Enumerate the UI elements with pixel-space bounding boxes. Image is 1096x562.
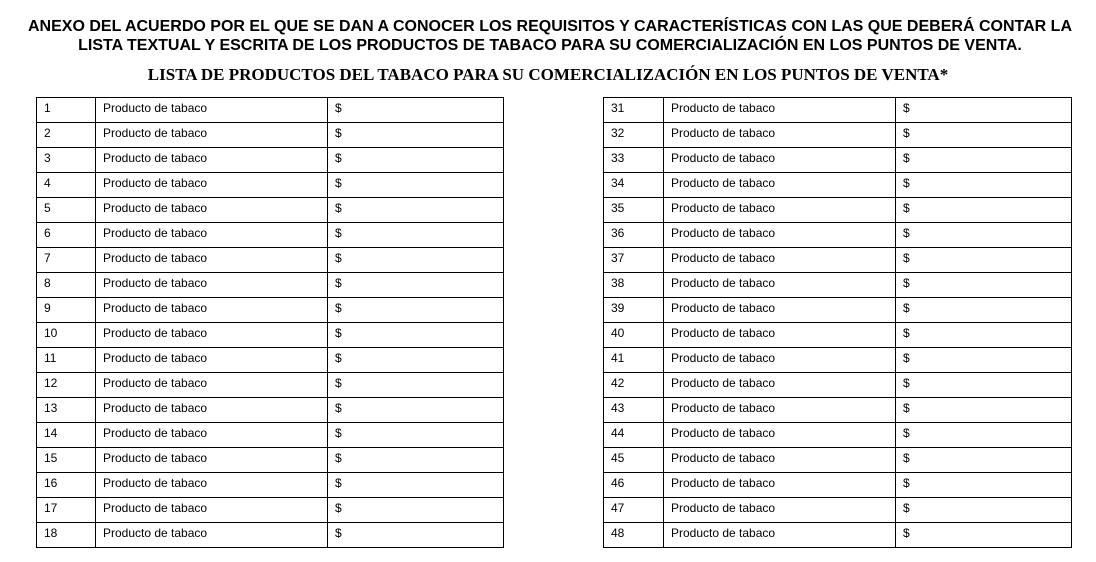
product-name: Producto de tabaco (96, 248, 328, 273)
row-number: 2 (37, 123, 96, 148)
row-number: 4 (37, 173, 96, 198)
row-number: 41 (604, 348, 664, 373)
row-number: 39 (604, 298, 664, 323)
product-name: Producto de tabaco (664, 423, 896, 448)
product-name: Producto de tabaco (96, 523, 328, 548)
row-number: 40 (604, 323, 664, 348)
row-number: 35 (604, 198, 664, 223)
price-cell: $ (896, 323, 1072, 348)
table-row (37, 248, 504, 273)
table-row (604, 198, 1072, 223)
row-number: 7 (37, 248, 96, 273)
table-row (604, 298, 1072, 323)
row-number: 9 (37, 298, 96, 323)
row-number: 42 (604, 373, 664, 398)
table-row (37, 173, 504, 198)
product-name: Producto de tabaco (96, 298, 328, 323)
table-row (37, 323, 504, 348)
row-number: 10 (37, 323, 96, 348)
table-row (604, 173, 1072, 198)
row-number: 34 (604, 173, 664, 198)
price-cell: $ (328, 273, 504, 298)
row-number: 6 (37, 223, 96, 248)
table-row (604, 123, 1072, 148)
price-cell: $ (328, 373, 504, 398)
product-table-right (603, 97, 1072, 548)
product-name: Producto de tabaco (96, 398, 328, 423)
product-name: Producto de tabaco (96, 473, 328, 498)
price-cell: $ (328, 148, 504, 173)
table-row (37, 448, 504, 473)
product-name: Producto de tabaco (96, 498, 328, 523)
price-cell: $ (896, 123, 1072, 148)
product-name: Producto de tabaco (96, 448, 328, 473)
row-number: 36 (604, 223, 664, 248)
price-cell: $ (328, 398, 504, 423)
product-name: Producto de tabaco (96, 423, 328, 448)
price-cell: $ (896, 173, 1072, 198)
product-table-left (36, 97, 504, 548)
table-row (604, 323, 1072, 348)
table-row (37, 498, 504, 523)
price-cell: $ (896, 473, 1072, 498)
row-number: 33 (604, 148, 664, 173)
price-cell: $ (896, 273, 1072, 298)
table-row (604, 148, 1072, 173)
product-name: Producto de tabaco (664, 323, 896, 348)
product-name: Producto de tabaco (96, 98, 328, 123)
table-row (37, 423, 504, 448)
product-name: Producto de tabaco (96, 273, 328, 298)
price-cell: $ (328, 223, 504, 248)
row-number: 44 (604, 423, 664, 448)
price-cell: $ (328, 198, 504, 223)
product-name: Producto de tabaco (664, 448, 896, 473)
row-number: 16 (37, 473, 96, 498)
product-name: Producto de tabaco (664, 398, 896, 423)
row-number: 17 (37, 498, 96, 523)
table-row (604, 448, 1072, 473)
price-cell: $ (328, 498, 504, 523)
product-name: Producto de tabaco (96, 198, 328, 223)
price-cell: $ (896, 148, 1072, 173)
product-name: Producto de tabaco (664, 98, 896, 123)
product-name: Producto de tabaco (96, 173, 328, 198)
price-cell: $ (896, 448, 1072, 473)
price-cell: $ (328, 298, 504, 323)
product-name: Producto de tabaco (664, 298, 896, 323)
table-row (37, 148, 504, 173)
price-cell: $ (896, 198, 1072, 223)
price-cell: $ (896, 298, 1072, 323)
price-cell: $ (328, 523, 504, 548)
product-name: Producto de tabaco (664, 198, 896, 223)
product-name: Producto de tabaco (664, 523, 896, 548)
product-name: Producto de tabaco (664, 498, 896, 523)
table-row (604, 223, 1072, 248)
price-cell: $ (328, 98, 504, 123)
product-name: Producto de tabaco (664, 248, 896, 273)
product-name: Producto de tabaco (664, 223, 896, 248)
product-name: Producto de tabaco (664, 348, 896, 373)
table-row (604, 423, 1072, 448)
product-name: Producto de tabaco (664, 273, 896, 298)
row-number: 47 (604, 498, 664, 523)
row-number: 11 (37, 348, 96, 373)
price-cell: $ (896, 248, 1072, 273)
row-number: 38 (604, 273, 664, 298)
row-number: 37 (604, 248, 664, 273)
table-row (37, 98, 504, 123)
table-row (604, 398, 1072, 423)
row-number: 3 (37, 148, 96, 173)
row-number: 12 (37, 373, 96, 398)
row-number: 5 (37, 198, 96, 223)
table-row (604, 348, 1072, 373)
product-name: Producto de tabaco (664, 373, 896, 398)
row-number: 8 (37, 273, 96, 298)
price-cell: $ (896, 498, 1072, 523)
product-name: Producto de tabaco (96, 223, 328, 248)
price-cell: $ (896, 348, 1072, 373)
price-cell: $ (328, 423, 504, 448)
row-number: 48 (604, 523, 664, 548)
product-name: Producto de tabaco (96, 323, 328, 348)
product-name: Producto de tabaco (96, 373, 328, 398)
product-name: Producto de tabaco (96, 123, 328, 148)
table-row (37, 398, 504, 423)
row-number: 43 (604, 398, 664, 423)
table-row (37, 123, 504, 148)
table-row (37, 373, 504, 398)
row-number: 45 (604, 448, 664, 473)
product-name: Producto de tabaco (96, 348, 328, 373)
price-cell: $ (896, 373, 1072, 398)
row-number: 32 (604, 123, 664, 148)
table-row (604, 273, 1072, 298)
row-number: 1 (37, 98, 96, 123)
table-row (604, 498, 1072, 523)
price-cell: $ (896, 98, 1072, 123)
price-cell: $ (328, 473, 504, 498)
product-name: Producto de tabaco (664, 473, 896, 498)
table-row (37, 473, 504, 498)
row-number: 46 (604, 473, 664, 498)
row-number: 31 (604, 98, 664, 123)
row-number: 18 (37, 523, 96, 548)
price-cell: $ (896, 398, 1072, 423)
table-row (37, 273, 504, 298)
table-row (604, 373, 1072, 398)
price-cell: $ (328, 123, 504, 148)
price-cell: $ (328, 323, 504, 348)
list-title: LISTA DE PRODUCTOS DEL TABACO PARA SU COMERCIALIZACIÓN EN LOS PUNTOS DE VENTA* (147, 65, 949, 84)
row-number: 13 (37, 398, 96, 423)
price-cell: $ (328, 173, 504, 198)
table-row (37, 223, 504, 248)
table-row (37, 198, 504, 223)
table-row (604, 98, 1072, 123)
annex-heading: ANEXO DEL ACUERDO POR EL QUE SE DAN A CONOCER LOS REQUISITOS Y CARACTERÍSTICAS CON LAS QUE DEBERÁ CONTAR LA LISTA TEXTUAL Y ESCRITA DE LOS PRODUCTOS DE TABACO PARA SU COMERCIALIZACIÓN EN LOS PUNTOS DE VENTA. (28, 18, 1072, 54)
price-cell: $ (896, 423, 1072, 448)
table-row (604, 523, 1072, 548)
product-name: Producto de tabaco (664, 148, 896, 173)
product-name: Producto de tabaco (96, 148, 328, 173)
table-row (604, 473, 1072, 498)
price-cell: $ (328, 448, 504, 473)
price-cell: $ (896, 523, 1072, 548)
table-row (37, 298, 504, 323)
product-name: Producto de tabaco (664, 123, 896, 148)
row-number: 14 (37, 423, 96, 448)
table-row (604, 248, 1072, 273)
product-name: Producto de tabaco (664, 173, 896, 198)
price-cell: $ (328, 248, 504, 273)
price-cell: $ (328, 348, 504, 373)
price-cell: $ (896, 223, 1072, 248)
table-row (37, 348, 504, 373)
row-number: 15 (37, 448, 96, 473)
table-row (37, 523, 504, 548)
